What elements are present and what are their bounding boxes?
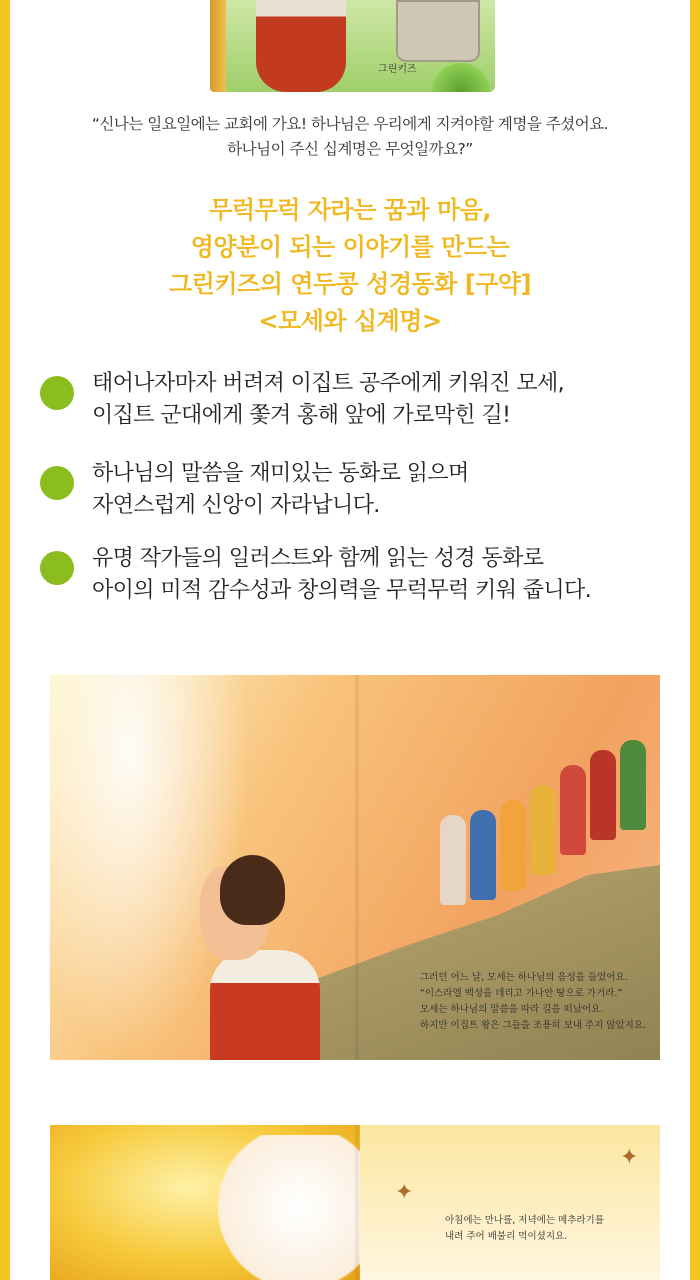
moses-robe <box>210 950 320 1060</box>
cover-brand-logo: 그린키즈 <box>378 64 417 75</box>
intro-quote-line-2: 하나님이 주신 십계명은 무엇일까요?” <box>227 140 473 158</box>
headline-line-3: 그린키즈의 연두콩 성경동화 [구약] <box>168 270 532 298</box>
israelites-group-illustration <box>400 705 660 915</box>
book-spread-illustration-moses <box>50 675 660 1060</box>
bullet-text: 하나님의 말씀을 재미있는 동화로 읽으며 자연스럽게 신앙이 자라납니다. <box>92 461 469 518</box>
stone-tablet-illustration <box>396 0 480 62</box>
plant-illustration <box>431 55 491 92</box>
person-figure <box>560 765 586 855</box>
person-figure <box>620 740 646 830</box>
person-figure <box>440 815 466 905</box>
cloud-illustration <box>210 1135 360 1280</box>
product-detail-page <box>10 0 690 1280</box>
person-figure <box>500 800 526 890</box>
headline-line-2: 영양분이 되는 이야기를 만드는 <box>190 233 510 261</box>
person-figure <box>590 750 616 840</box>
book-cover-image <box>210 0 495 92</box>
bullet-dot-icon <box>40 376 74 410</box>
page-fold <box>355 1125 359 1280</box>
story-caption: 아침에는 만나를, 저녁에는 메추라기를 내려 주어 배불리 먹이셨지요. <box>445 1215 604 1242</box>
headline-line-4: <모세와 십계명> <box>258 307 442 335</box>
book-spread-illustration-manna <box>50 1125 660 1280</box>
page-fold <box>355 675 359 1060</box>
book-cover-front <box>226 0 495 92</box>
moses-portrait-illustration <box>180 855 320 1060</box>
person-figure <box>530 785 556 875</box>
headline-line-1: 무럭무럭 자라는 꿈과 마음, <box>209 196 491 224</box>
intro-quote-line-1: “신나는 일요일에는 교회에 가요! 하나님은 우리에게 지켜야할 계명을 주셨어요. <box>91 115 609 133</box>
quail-bird-icon: ✦ <box>620 1145 639 1170</box>
moses-hair <box>220 855 285 925</box>
moses-robe-illustration <box>256 0 346 92</box>
quail-bird-icon: ✦ <box>395 1180 414 1205</box>
bullet-text: 유명 작가들의 일러스트와 함께 읽는 성경 동화로 아이의 미적 감수성과 창의력을 무럭무럭 키워 줍니다. <box>92 546 592 603</box>
bullet-dot-icon <box>40 551 74 585</box>
bullet-text: 태어나자마자 버려져 이집트 공주에게 키워진 모세, 이집트 군대에게 쫓겨 홍해 앞에 가로막힌 길! <box>92 371 565 428</box>
story-caption: 그러던 어느 날, 모세는 하나님의 음성을 들었어요. “이스라엘 백성을 데리고 가나안 땅으로 가거라.” 모세는 하나님의 말씀을 따라 길을 떠났어요. 하지만 이집트 왕은 그들을 조용히 보내 주지 않았지요. <box>420 972 647 1031</box>
book-spine <box>210 0 226 92</box>
bullet-dot-icon <box>40 466 74 500</box>
person-figure <box>470 810 496 900</box>
